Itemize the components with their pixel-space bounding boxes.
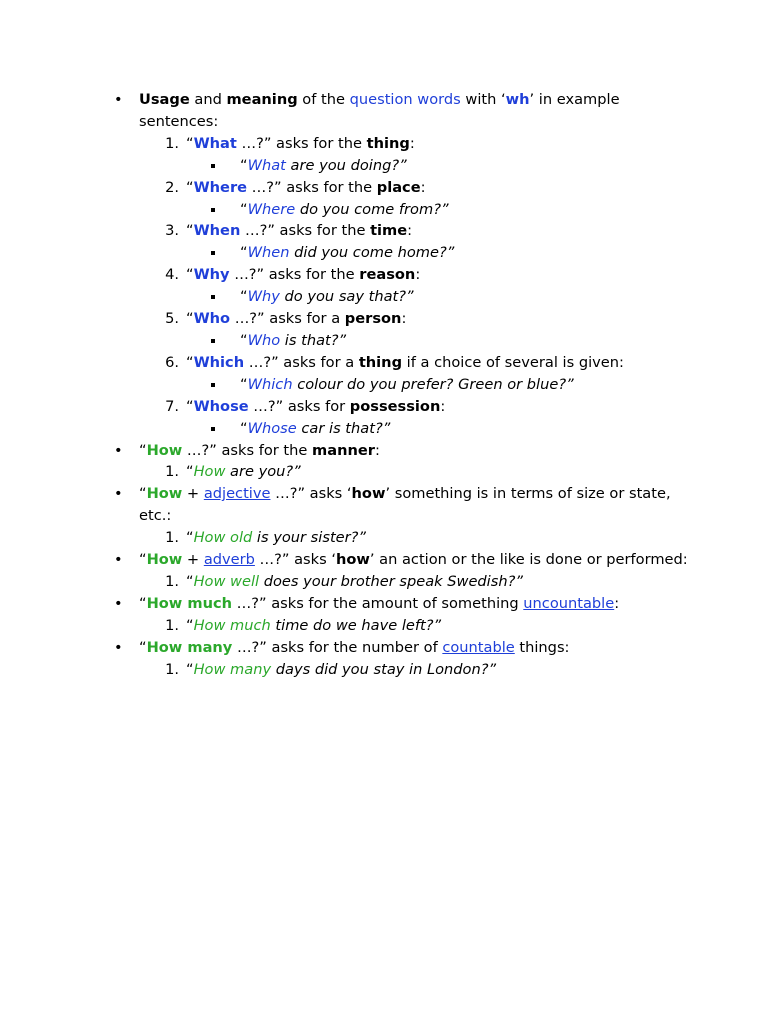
adverb-link[interactable]: adverb [203,551,255,569]
term-wh: wh [505,91,530,108]
key-term: how [335,551,370,569]
example-how-many [139,659,699,681]
key-term: person [344,310,402,328]
text: “ [139,485,147,503]
text: : [401,310,407,328]
list-item-what [139,133,699,155]
text: if a choice of several is given: [402,353,624,371]
text: “ [139,594,147,612]
text: “ [186,463,194,481]
text: ’ something is in terms of size or state, etc.: [139,485,671,525]
item-number: 1. [165,616,179,634]
example-word: Which [247,375,293,393]
countable-link[interactable]: countable [442,638,515,656]
example-how-manner [139,461,699,483]
text: …?” asks for the [236,134,367,152]
text: “ [139,441,147,459]
text: things: [514,638,570,656]
example-how-much [139,615,699,637]
example-word: Who [247,331,281,349]
text: “ [186,397,194,415]
example-word: How much [193,616,271,634]
example-whose [139,418,699,440]
example-what [139,155,699,177]
text: “ [186,616,194,634]
bullet-how-manner [139,440,699,462]
bullet-how-much [139,593,699,615]
list-item-who [139,308,699,330]
text: “ [240,331,248,349]
example-how-adjective [139,527,699,549]
example-word: What [247,156,286,174]
text: …?” asks for the [247,178,377,196]
text: “ [186,310,194,328]
text: “ [240,244,248,262]
text: “ [139,551,147,569]
example-word: How well [193,572,260,590]
example-word: Where [247,200,296,218]
text: …?” asks for the [240,222,371,240]
text: and [189,91,227,108]
text: + [182,485,204,503]
example-word: When [247,244,290,262]
text: + [182,551,204,569]
question-word: When [193,222,241,240]
question-word: What [193,134,237,152]
example-text: car is that?” [296,419,391,437]
term-question-words: question words [349,91,461,108]
bullet-how-adverb [139,549,699,571]
list-item-when [139,220,699,242]
example-word: How many [193,660,272,678]
example-text: do you come from?” [295,200,449,218]
text: : [409,134,415,152]
example-which [139,374,699,396]
text: …?” asks for the number of [232,638,443,656]
text: of the [297,91,350,108]
text: : [420,178,426,196]
key-term: manner [312,441,375,459]
example-text: days did you stay in London?” [271,660,497,678]
key-term: thing [358,353,403,371]
text: …?” asks for [248,397,350,415]
item-number: 1. [165,463,179,481]
example-when [139,242,699,264]
key-term: time [370,222,408,240]
text: “ [186,222,194,240]
item-number: 3. [165,222,179,240]
question-word: Where [193,178,248,196]
bullet-how-adjective [139,483,699,527]
list-item-which [139,352,699,374]
text: “ [186,266,194,284]
example-word: How [193,463,226,481]
example-who [139,330,699,352]
key-term: possession [349,397,441,415]
question-word: How [146,485,183,503]
question-word: How much [146,594,233,612]
text: …?” asks for the amount of something [232,594,524,612]
text: : [415,266,421,284]
bullet-how-many [139,637,699,659]
example-text: is your sister?” [252,529,366,547]
example-text: do you say that?” [279,288,414,306]
term-usage: Usage [139,91,190,108]
key-term: how [351,485,386,503]
item-number: 1. [165,572,179,590]
question-word: How [146,441,183,459]
item-number: 1. [165,660,179,678]
list-item-whose [139,396,699,418]
text: …?” asks for the [182,441,313,459]
item-number: 6. [165,353,179,371]
text: with ‘ [460,91,506,108]
document-body [139,89,699,680]
term-meaning: meaning [226,91,298,108]
text: ’ an action or the like is done or performed: [369,551,688,569]
text: “ [240,156,248,174]
text: : [614,594,620,612]
text: : [440,397,446,415]
example-how-adverb [139,571,699,593]
text: “ [240,200,248,218]
item-number: 4. [165,266,179,284]
text: ’ in example sentences: [139,91,620,130]
text: “ [240,419,248,437]
text: “ [240,288,248,306]
example-why [139,286,699,308]
uncountable-link[interactable]: uncountable [523,594,615,612]
text: …?” asks for a [244,353,359,371]
item-number: 7. [165,397,179,415]
text: : [407,222,413,240]
example-word: How old [193,529,253,547]
item-number: 5. [165,310,179,328]
example-text: does your brother speak Swedish?” [259,572,523,590]
text: “ [186,178,194,196]
example-text: is that?” [280,331,347,349]
example-where [139,199,699,221]
example-text: colour do you prefer? Green or blue?” [292,375,574,393]
text: “ [186,134,194,152]
item-number: 2. [165,178,179,196]
adjective-link[interactable]: adjective [203,485,271,503]
example-word: Whose [247,419,297,437]
example-text: did you come home?” [289,244,455,262]
question-word: How many [146,638,233,656]
text: “ [139,638,147,656]
text: …?” asks for a [230,310,345,328]
text: “ [186,660,194,678]
key-term: reason [359,266,416,284]
question-word: Which [193,353,245,371]
intro-bullet [139,89,699,133]
text: …?” asks ‘ [270,485,352,503]
key-term: thing [366,134,410,152]
text: “ [240,375,248,393]
example-text: are you doing?” [285,156,407,174]
list-item-why [139,264,699,286]
item-number: 1. [165,134,179,152]
item-number: 1. [165,529,179,547]
question-word: Why [193,266,230,284]
question-word: Whose [193,397,249,415]
example-word: Why [247,288,280,306]
text: : [374,441,380,459]
text: “ [186,529,194,547]
example-text: are you?” [225,463,301,481]
text: “ [186,572,194,590]
question-word: How [146,551,183,569]
question-word: Who [193,310,231,328]
text: “ [186,353,194,371]
key-term: place [376,178,421,196]
text: …?” asks for the [229,266,360,284]
example-text: time do we have left?” [270,616,442,634]
list-item-where [139,177,699,199]
text: …?” asks ‘ [254,551,336,569]
